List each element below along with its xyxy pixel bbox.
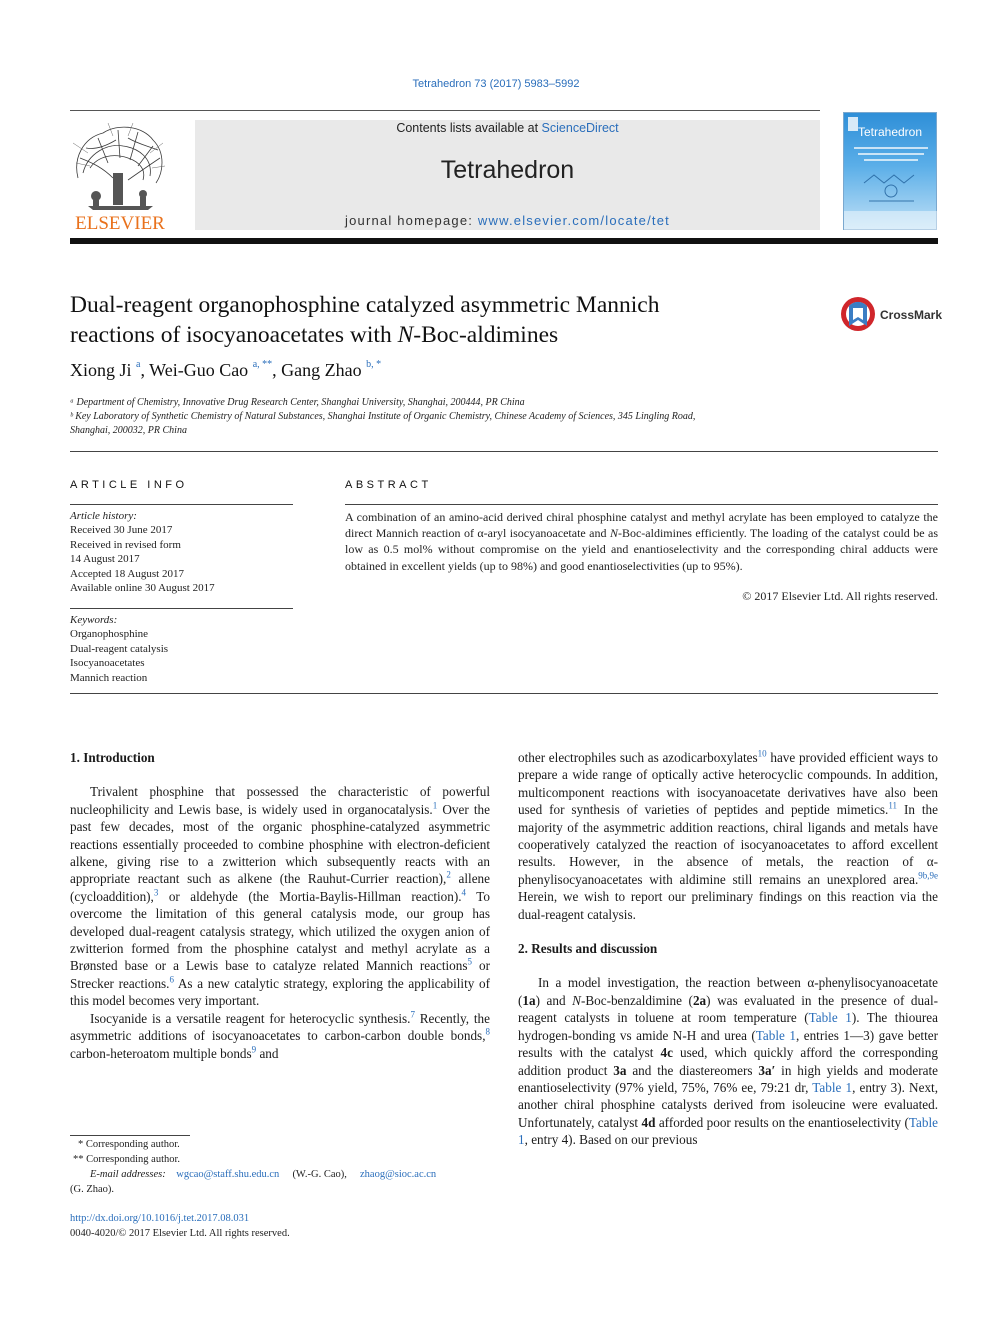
masthead-top-rule (70, 110, 820, 111)
article-history (70, 509, 293, 595)
footnote-rule (70, 1135, 190, 1136)
section-rule (70, 693, 938, 694)
table-link[interactable]: Table 1 (518, 1114, 938, 1148)
abstract-body: A combination of an amino-acid derived chiral phosphine catalyst and methyl acrylate has been employed to catalyze the direct Mannich reaction of α-aryl isocyanoacetate and N-Boc-aldimines efficiently. The loading of the catalyst could be as low as 0.5 mol% without compromise on the yield and enantioselectivity and the corresponding chiral adducts were obtained in excellent yields (up to 98%) and good enantioselectivities (up to 95%). (345, 510, 938, 573)
keyword-item: Organophosphine (70, 628, 149, 641)
corresponding-author-note: ** Corresponding author. (73, 1154, 181, 1165)
body-column-left (70, 749, 490, 1062)
crossmark-icon (840, 296, 880, 336)
reference-link[interactable]: 4 (461, 887, 467, 898)
reference-link[interactable]: 2 (446, 870, 451, 881)
elsevier-tree-icon (68, 118, 172, 234)
table-link[interactable]: Table 1 (812, 1079, 853, 1095)
history-label: Article history: (70, 510, 137, 522)
homepage-link[interactable]: www.elsevier.com/locate/tet (477, 213, 670, 228)
reference-link[interactable]: 3 (153, 887, 159, 898)
keyword-item: Dual-reagent catalysis (70, 642, 169, 655)
journal-title: Tetrahedron (440, 156, 575, 184)
sciencedirect-link[interactable]: ScienceDirect (541, 121, 619, 135)
issn-copyright: 0040-4020/© 2017 Elsevier Ltd. All rights reserved. (70, 1228, 290, 1239)
reference-link[interactable]: 7 (410, 1009, 415, 1020)
section-rule (70, 451, 938, 452)
reference-link[interactable]: 9b,9e (918, 870, 938, 881)
affiliation-b: ᵇ Key Laboratory of Synthetic Chemistry of Natural Substances, Shanghai Institute of Organic Chemistry, Chinese Academy of Sciences, 345 Lingling Road, Shanghai, 200032, PR China (70, 411, 696, 436)
author-affil-mark[interactable]: a (136, 359, 141, 370)
email-link[interactable]: wgcao@staff.shu.edu.cn (176, 1169, 280, 1180)
title-line-2: reactions of isocyanoacetates with N-Boc-aldimines (70, 322, 559, 348)
history-item: Accepted 18 August 2017 (70, 567, 184, 580)
keywords (70, 613, 293, 685)
crossmark-badge[interactable] (840, 296, 943, 336)
email-owner: (G. Zhao). (70, 1184, 115, 1195)
cover-graphic-icon (844, 113, 938, 231)
results-paragraph-1: In a model investigation, the reaction between α-phenylisocyanoacetate (1a) and N-Boc-benzaldimine (2a) was evaluated in the presence of dual-reagent catalysts in toluene at room temperature (Table 1). The thiourea hydrogen-bonding vs amide N-H and urea (Table 1, entries 1—3) gave better results with the catalyst 4c used, which quickly afford the corresponding addition product 3a and the diastereomers 3a′ in high yields and moderate enantioselectivity (97% yield, 75%, 76% ee, 79:21 dr, Table 1, entry 3). Next, another chiral phosphine catalysts derived from isoleucine were evaluated. Unfortunately, catalyst 4d afforded poor results on the enantioselectivity (Table 1, entry 4). Based on our previous (518, 975, 938, 1148)
reference-link[interactable]: 9 (251, 1044, 257, 1055)
section-heading-results: 2. Results and discussion (518, 941, 658, 957)
article-info-heading: ARTICLE INFO (70, 479, 188, 491)
author-affil-mark[interactable]: a, ** (252, 359, 273, 370)
reference-link[interactable]: 8 (485, 1026, 490, 1037)
contents-availability (195, 121, 820, 135)
intro-paragraph-2: Isocyanide is a versatile reagent for heterocyclic synthesis.$^7$ Recently, the asymmetric additions of isocyanoacetates to carbon-carbon double bonds,$^8$ carbon-heteroatom multiple bonds$^9$ and (70, 1009, 490, 1061)
table-link[interactable]: Table 1 (808, 1010, 852, 1026)
info-rule (70, 608, 293, 609)
section-heading-introduction: 1. Introduction (70, 750, 155, 765)
homepage-prefix: journal homepage: (345, 213, 478, 228)
journal-homepage (195, 213, 820, 228)
journal-cover-thumbnail[interactable] (843, 112, 937, 230)
affiliation-a: ᵃ Department of Chemistry, Innovative Drug Research Center, Shanghai University, Shanghai, 200444, PR China (70, 397, 525, 408)
elsevier-logo[interactable] (68, 118, 172, 234)
reference-link[interactable]: 6 (169, 974, 174, 985)
keyword-item: Mannich reaction (70, 671, 148, 684)
doi-link[interactable]: http://dx.doi.org/10.1016/j.tet.2017.08.031 (70, 1213, 250, 1224)
crossmark-label: CrossMark (880, 308, 943, 322)
keyword-item: Isocyanoacetates (70, 657, 145, 670)
reference-link[interactable]: 5 (467, 957, 472, 968)
article-title (70, 290, 790, 350)
author-name[interactable]: Gang Zhao (281, 360, 362, 380)
table-link[interactable]: Table 1 (755, 1027, 796, 1043)
info-rule (70, 504, 293, 505)
author-list: Xiong Ji $^a$, Wei-Guo Cao $^{a, **}$, Gang Zhao $^{b, *}$ (70, 359, 382, 380)
history-item: Available online 30 August 2017 (70, 582, 215, 595)
doi-block (70, 1211, 490, 1241)
title-line-1: Dual-reagent organophosphine catalyzed asymmetric Mannich (70, 292, 660, 318)
email-addresses: E-mail addresses: wgcao@staff.shu.edu.cn (W.-G. Cao), zhaog@sioc.ac.cn (90, 1169, 437, 1180)
abstract-heading: ABSTRACT (345, 479, 432, 491)
keywords-label: Keywords: (70, 614, 118, 626)
author-affil-mark[interactable]: b, * (366, 359, 382, 370)
intro-paragraph-1: Trivalent phosphine that possessed the characteristic of powerful nucleophilicity and Lewis base, is widely used in organocatalysis.$^1$ Over the past few decades, most of the organic phosphine-catalyzed asymmetric reactions essentially proceeded to combine phosphine with electron-deficient alkene, giving rise to a zwitterion which subsequently reacts with an appropriate reactant such as alkene (the Rauhut-Currier reaction),$^2$ allene (cycloaddition),$^3$ or aldehyde (the Mortia-Baylis-Hillman reaction).$^4$ To overcome the limitation of this general catalysis mode, our group has developed dual-reagent catalysis strategy, which utilized the oxygen anion of zwitterion formed from the phosphine catalyst and methyl acrylate as a Brønsted base or a Lewis base to catalyze related Mannich reactions$^5$ or Strecker reactions.$^6$ As a new catalytic strategy, exploring the applicability of this model becomes very important. (70, 784, 491, 1009)
reference-link[interactable]: 11 (888, 800, 898, 811)
author-name[interactable]: Xiong Ji (70, 360, 132, 380)
journal-citation-link[interactable]: Tetrahedron 73 (2017) 5983–5992 (412, 78, 580, 90)
svg-text:ELSEVIER: ELSEVIER (75, 213, 165, 234)
intro-paragraph-2-continued: other electrophiles such as azodicarboxylates$^{10}$ have provided efficient ways to prepare a wide range of optically active heterocyclic compounds. In addition, multicomponent reactions with isocyanoacetate derivatives have also been used for synthesis of varieties of peptides and peptide mimetics.$^{11}$ In the majority of the asymmetric addition reactions, chiral ligands and metals have cooperatively catalyzed the reaction of isocyanoacetates to afford excellent results. However, in the absence of metals, the reaction of α-phenylisocyanoacetates with aldimine still remains an unexplored area.$^{9b,9e}$ Herein, we wish to report our preliminary findings on this reaction via the dual-reagent catalysis. (518, 748, 939, 922)
cover-title: Tetrahedron (857, 125, 923, 139)
corresponding-author-note: * Corresponding author. (78, 1139, 180, 1150)
body-column-right (518, 749, 938, 1149)
abstract-rule (345, 504, 938, 505)
email-link[interactable]: zhaog@sioc.ac.cn (360, 1169, 437, 1180)
history-item: Received 30 June 2017 (70, 524, 173, 537)
footnotes (70, 1137, 490, 1197)
reference-link[interactable]: 1 (432, 800, 438, 811)
abstract-copyright: © 2017 Elsevier Ltd. All rights reserved. (742, 589, 938, 603)
reference-link[interactable]: 10 (757, 748, 767, 759)
author-name[interactable]: Wei-Guo Cao (149, 360, 249, 380)
contents-prefix: Contents lists available at (396, 121, 542, 135)
masthead-thick-rule (70, 238, 938, 244)
history-item: 14 August 2017 (70, 553, 140, 566)
history-item: Received in revised form (70, 538, 181, 551)
